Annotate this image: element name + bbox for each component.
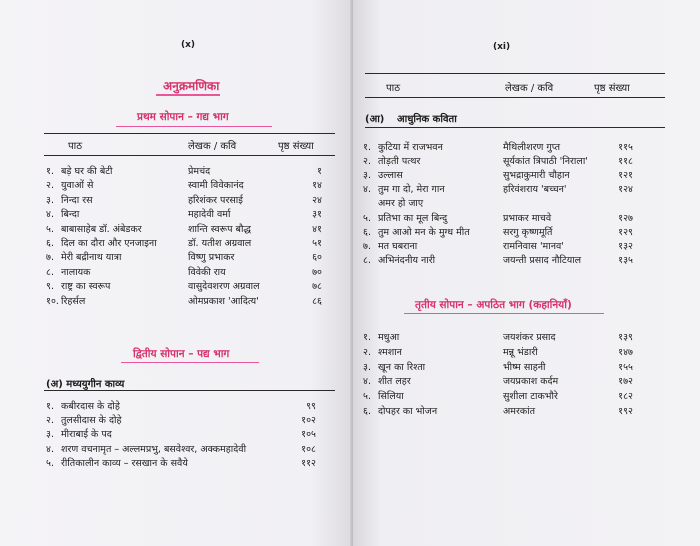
row-title: मधुआ [378, 332, 400, 343]
col-header-lesson: पाठ [386, 83, 401, 94]
row-title: श्मशान [378, 346, 402, 358]
row-page: ६० [312, 252, 322, 264]
row-title: तुलसीदास के दोहे [61, 415, 122, 427]
contents-row [46, 178, 322, 191]
row-number: ४. [46, 443, 54, 455]
contents-row [46, 399, 316, 412]
right-page [353, 0, 700, 546]
row-title-continued: अमर हो जाए [378, 198, 424, 209]
row-page: १८२ [618, 391, 633, 403]
row-number: ८. [363, 255, 371, 266]
row-number: ४. [363, 376, 371, 388]
row-author: वासुदेवशरण अग्रवाल [188, 281, 260, 293]
contents-row [363, 253, 633, 266]
row-page: ७० [312, 266, 322, 278]
col-header-author: लेखक / कवि [188, 141, 237, 152]
contents-row [363, 211, 633, 224]
subsection-title: (अ) मध्ययुगीन काव्य [46, 379, 125, 390]
row-page: १३५ [618, 255, 633, 266]
subsection-label: (आ) [365, 114, 385, 125]
contents-row [363, 168, 633, 181]
row-author: डॉ. यतीश अग्रवाल [188, 238, 252, 249]
contents-row [46, 236, 322, 249]
row-page: १२४ [618, 184, 633, 195]
section-title: प्रथम सोपान – गद्य भाग [137, 111, 229, 123]
row-number: ६. [363, 227, 371, 238]
row-number: २. [46, 180, 54, 192]
row-title: दोपहर का भोजन [378, 406, 438, 417]
row-author: स्वामी विवेकानंद [188, 180, 244, 192]
contents-row [46, 193, 322, 206]
contents-row [46, 207, 322, 220]
row-title: मेरी बद्रीनाथ यात्रा [61, 252, 122, 264]
row-page: ५१ [312, 238, 322, 249]
row-number: ४. [46, 209, 54, 221]
contents-row [46, 250, 322, 263]
row-title: शरण वचनामृत – अल्लमप्रभु, बसवेश्वर, अक्कमहादेवी [61, 443, 247, 455]
section-subtitle: (कहानियाँ) [528, 299, 572, 311]
row-number: ४. [363, 184, 371, 195]
row-page: ११२ [301, 457, 316, 469]
row-page: १०८ [301, 443, 316, 455]
col-header-page: पृष्ठ संख्या [594, 83, 630, 94]
contents-row [46, 442, 316, 455]
row-page: १ [317, 166, 322, 177]
row-number: १. [46, 401, 54, 412]
row-title: तोड़ती पत्थर [378, 156, 421, 167]
row-page: १९२ [618, 406, 633, 417]
row-author: विवेकी राय [188, 266, 226, 278]
contents-row [46, 164, 322, 177]
row-author: हरिशंकर परसाई [188, 194, 243, 206]
row-number: १०. [46, 295, 59, 307]
row-number: ६. [363, 406, 371, 417]
row-page: ८६ [312, 295, 322, 307]
row-title: बड़े घर की बेटी [61, 166, 113, 177]
row-title: राष्ट्र का स्वरूप [61, 281, 111, 293]
row-title: मत घबराना [378, 241, 418, 252]
contents-row [363, 389, 633, 402]
row-number: १. [46, 166, 54, 177]
section-title [415, 298, 572, 312]
row-number: ३. [46, 194, 54, 206]
contents-row [46, 294, 322, 307]
contents-row-continued [363, 196, 633, 209]
row-author: सुशीला टाकभौरे [503, 391, 558, 403]
contents-row [363, 374, 633, 387]
header-top-rule [365, 73, 665, 74]
page-number: (x) [181, 40, 196, 50]
row-author: विष्णु प्रभाकर [188, 252, 235, 264]
row-author: जयशंकर प्रसाद [503, 332, 556, 343]
subsection-title: आधुनिक कविता [397, 114, 457, 125]
contents-row [363, 345, 633, 358]
contents-row [363, 330, 633, 343]
col-header-page: पृष्ठ संख्या [278, 141, 314, 152]
row-title: युवाओं से [61, 180, 94, 192]
row-title: शीत लहर [378, 376, 411, 388]
row-page: १५५ [618, 361, 633, 373]
row-page: १७२ [618, 376, 633, 388]
row-author: प्रभाकर माचवे [503, 213, 552, 224]
row-author: भीष्म साहनी [503, 361, 546, 373]
contents-row [46, 427, 316, 440]
row-number: २. [363, 156, 371, 167]
row-number: ५. [363, 213, 371, 224]
contents-row [363, 225, 633, 238]
row-title: रिहर्सल [61, 295, 86, 307]
row-title: खून का रिश्ता [378, 361, 426, 373]
row-author: प्रेमचंद [188, 166, 211, 177]
row-page: १४ [312, 180, 322, 192]
contents-row [363, 140, 633, 153]
row-author: रामनिवास 'मानव' [503, 241, 564, 252]
row-number: ७. [363, 241, 371, 252]
row-author: हरिवंशराय 'बच्चन' [503, 184, 567, 195]
contents-row [46, 456, 316, 469]
row-page: १३९ [618, 332, 633, 343]
row-author: अमरकांत [503, 406, 535, 417]
contents-row [363, 360, 633, 373]
row-title: रीतिकालीन काव्य – रसखान के सवैये [61, 457, 188, 469]
row-number: ८. [46, 266, 54, 278]
row-title: कुटिया में राजभवन [378, 142, 443, 153]
row-author: ओमप्रकाश 'आदित्य' [188, 295, 259, 307]
row-page: ४१ [312, 223, 322, 235]
section-underline [116, 126, 272, 127]
header-bottom-rule [365, 97, 665, 98]
row-number: ६. [46, 238, 54, 249]
row-number: ५. [46, 223, 54, 235]
contents-row [46, 279, 322, 292]
row-title: निन्दा रस [61, 194, 93, 206]
row-page: १०५ [301, 429, 316, 441]
row-author: मन्नू भंडारी [503, 346, 538, 358]
row-page: १०२ [301, 415, 316, 427]
row-page: २४ [312, 194, 322, 206]
page-title: अनुक्रमणिका [163, 79, 220, 93]
row-author: मैथिलीशरण गुप्त [503, 142, 561, 153]
row-page: ९९ [306, 401, 316, 412]
page-number: (xi) [493, 42, 511, 52]
row-title: मीराबाई के पद [61, 429, 112, 441]
section-title-text: तृतीय सोपान – अपठित भाग [415, 299, 525, 311]
row-number: २. [46, 415, 54, 427]
row-title: सिलिया [378, 391, 404, 403]
header-bottom-rule [44, 155, 335, 156]
contents-row [363, 154, 633, 167]
row-title: बिन्दा [61, 209, 80, 221]
row-page: १२९ [618, 227, 633, 238]
row-title: कबीरदास के दोहे [61, 401, 120, 412]
row-number: ३. [363, 361, 371, 373]
section-underline [404, 313, 604, 314]
row-title: नालायक [61, 266, 91, 278]
row-title: दिल का दौरा और एनजाइना [61, 238, 157, 249]
row-author: जयन्ती प्रसाद नौटियाल [503, 255, 582, 266]
row-title: अभिनंदनीय नारी [378, 255, 436, 266]
row-author: जयप्रकाश कर्दम [503, 376, 559, 388]
row-page: ७८ [312, 281, 322, 293]
title-underline [156, 94, 220, 96]
row-title: तुम गा दो, मेरा गान [378, 184, 445, 195]
col-header-lesson: पाठ [68, 141, 83, 152]
contents-row [46, 265, 322, 278]
row-title: उल्लास [378, 170, 403, 181]
contents-row [46, 222, 322, 235]
row-number: ९. [46, 281, 54, 293]
contents-row [363, 404, 633, 417]
row-page: ११५ [618, 142, 633, 153]
row-number: १. [363, 142, 371, 153]
row-number: ७. [46, 252, 54, 264]
row-author: सुभद्राकुमारी चौहान [503, 170, 570, 181]
row-title: तुम आओ मन के मुग्ध मीत [378, 227, 470, 238]
section-title: द्वितीय सोपान – पद्य भाग [133, 348, 230, 360]
row-page: १२१ [618, 170, 633, 181]
row-number: २. [363, 346, 371, 358]
row-page: ३१ [312, 209, 322, 221]
row-number: १. [363, 332, 371, 343]
header-top-rule [44, 133, 335, 134]
row-number: ५. [363, 391, 371, 403]
row-page: १४७ [618, 346, 633, 358]
row-title: बाबासाहेब डॉ. अंबेडकर [61, 223, 142, 235]
row-number: ३. [46, 429, 54, 441]
row-page: १२७ [618, 213, 633, 224]
section-underline [121, 362, 259, 363]
row-author: सूर्यकांत त्रिपाठी 'निराला' [503, 156, 588, 167]
row-author: महादेवी वर्मा [188, 209, 231, 221]
row-author: सरगु कृष्णमूर्ति [503, 227, 553, 238]
row-number: ३. [363, 170, 371, 181]
contents-row [363, 182, 633, 195]
contents-row [46, 413, 316, 426]
row-author: शान्ति स्वरूप बौद्ध [188, 223, 251, 235]
row-number: ५. [46, 457, 54, 469]
row-page: १३२ [618, 241, 633, 252]
contents-row [363, 239, 633, 252]
row-page: ११८ [618, 156, 633, 167]
subsection-rule [44, 390, 335, 391]
row-title: प्रतिभा का मूल बिन्दु [378, 213, 448, 224]
col-header-author: लेखक / कवि [505, 83, 554, 94]
subsection-rule [365, 127, 665, 128]
